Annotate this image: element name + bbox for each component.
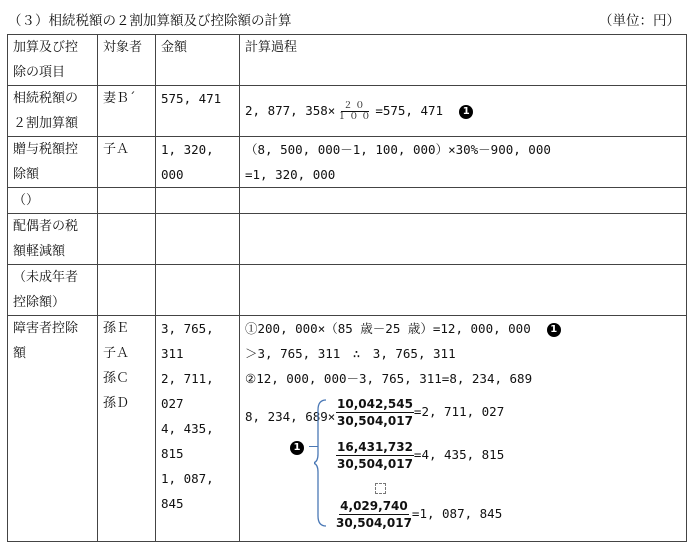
header-amount: 金額 bbox=[156, 35, 240, 86]
fraction-den: 30,504,017 bbox=[337, 414, 413, 428]
fraction bbox=[336, 439, 414, 472]
fraction-den: 30,504,017 bbox=[337, 457, 413, 471]
empty-cell bbox=[98, 265, 156, 316]
section-title: （３）相続税額の２割加算額及び控除額の計算 bbox=[8, 13, 292, 29]
surcharge-frac-den: １００ bbox=[337, 112, 374, 122]
disabled-item-line1: 障害者控除 bbox=[13, 321, 79, 336]
gift-amount: 1, 320, 000 bbox=[156, 137, 240, 188]
minor-item-line2: 控除額） bbox=[13, 295, 66, 310]
spouse-item bbox=[8, 214, 98, 265]
header-person: 対象者 bbox=[98, 35, 156, 86]
surcharge-item bbox=[8, 86, 98, 137]
gift-person: 子Ａ bbox=[98, 137, 156, 188]
surcharge-frac-num: ２０ bbox=[343, 101, 368, 111]
table-header-row bbox=[8, 35, 687, 86]
disabled-item-line2: 額 bbox=[13, 346, 27, 361]
empty-item: （） bbox=[8, 188, 98, 214]
surcharge-calc-left: 2, 877, 358× bbox=[245, 103, 336, 118]
header-item-line1: 加算及び控 bbox=[13, 40, 79, 55]
brace-connector bbox=[309, 446, 318, 447]
disabled-calc-base: 8, 234, 689× bbox=[245, 409, 336, 424]
disabled-amount: 4, 435, 815 bbox=[161, 421, 214, 461]
gift-item-line2: 除額 bbox=[13, 167, 40, 182]
disabled-calc-line3: ②12, 000, 000－3, 765, 311=8, 234, 689 bbox=[245, 371, 533, 386]
header-item bbox=[8, 35, 98, 86]
disabled-persons bbox=[98, 316, 156, 542]
surcharge-calc bbox=[240, 86, 687, 137]
placeholder-box-icon bbox=[375, 483, 386, 494]
empty-cell bbox=[98, 214, 156, 265]
minor-item bbox=[8, 265, 98, 316]
disabled-calc bbox=[240, 316, 687, 542]
unit-label: （単位：円） bbox=[599, 13, 680, 29]
header-item-line2: 除の項目 bbox=[13, 65, 66, 80]
point-mark-icon: 1 bbox=[459, 105, 473, 119]
fraction bbox=[336, 396, 414, 429]
empty-cell bbox=[156, 214, 240, 265]
fraction-row bbox=[336, 396, 504, 429]
empty-cell bbox=[240, 265, 687, 316]
point-mark-icon: 1 bbox=[547, 323, 561, 337]
row-minor bbox=[8, 265, 687, 316]
disabled-amount: 2, 711, 027 bbox=[161, 371, 214, 411]
gift-item-line1: 贈与税額控 bbox=[13, 142, 79, 157]
disabled-person: 孫Ｃ bbox=[103, 371, 130, 386]
fraction-den: 30,504,017 bbox=[336, 516, 412, 530]
gift-calc-line2: =1, 320, 000 bbox=[245, 167, 336, 182]
disabled-person: 孫Ｅ bbox=[103, 321, 130, 336]
gift-calc bbox=[240, 137, 687, 188]
gift-item bbox=[8, 137, 98, 188]
row-spouse bbox=[8, 214, 687, 265]
fraction-num: 4,029,740 bbox=[340, 499, 408, 513]
gift-calc-line1: （8, 500, 000－1, 100, 000）×30%－900, 000 bbox=[245, 142, 551, 157]
empty-cell bbox=[240, 188, 687, 214]
row-surcharge bbox=[8, 86, 687, 137]
surcharge-person: 妻Ｂ´ bbox=[98, 86, 156, 137]
row-gift bbox=[8, 137, 687, 188]
surcharge-item-line1: 相続税額の bbox=[13, 91, 79, 106]
fraction-result: =4, 435, 815 bbox=[413, 447, 505, 462]
calculation-table bbox=[7, 34, 687, 542]
disabled-calc-line1 bbox=[245, 316, 681, 341]
surcharge-amount: 575, 471 bbox=[156, 86, 240, 137]
disabled-amounts bbox=[156, 316, 240, 542]
surcharge-fraction bbox=[337, 101, 373, 122]
fraction-num: 16,431,732 bbox=[337, 440, 413, 454]
spouse-item-line2: 額軽減額 bbox=[13, 244, 66, 259]
empty-cell bbox=[98, 188, 156, 214]
empty-cell bbox=[156, 188, 240, 214]
disabled-person: 孫Ｄ bbox=[103, 396, 130, 411]
surcharge-calc-right: =575, 471 bbox=[375, 103, 444, 118]
row-disabled bbox=[8, 316, 687, 542]
fraction-row bbox=[336, 439, 504, 472]
row-empty bbox=[8, 188, 687, 214]
disabled-item bbox=[8, 316, 98, 542]
disabled-amount: 1, 087, 845 bbox=[161, 471, 214, 511]
fraction-result: =2, 711, 027 bbox=[413, 404, 505, 419]
brace-icon bbox=[314, 398, 330, 528]
empty-cell bbox=[240, 214, 687, 265]
minor-item-line1: （未成年者 bbox=[13, 270, 79, 285]
disabled-calc-line1-text: ①200, 000×（85 歳－25 歳）=12, 000, 000 bbox=[245, 321, 531, 336]
empty-cell bbox=[156, 265, 240, 316]
fraction-num: 10,042,545 bbox=[337, 397, 413, 411]
fraction-row bbox=[336, 498, 502, 531]
fraction bbox=[336, 498, 412, 531]
surcharge-item-line2: ２割加算額 bbox=[13, 116, 79, 131]
fraction-result: =1, 087, 845 bbox=[411, 506, 503, 521]
spouse-item-line1: 配偶者の税 bbox=[13, 219, 79, 234]
disabled-amount: 3, 765, 311 bbox=[161, 321, 214, 361]
disabled-calc-line2: ＞3, 765, 311 ∴ 3, 765, 311 bbox=[245, 346, 456, 361]
header-calc: 計算過程 bbox=[240, 35, 687, 86]
disabled-person: 子Ａ bbox=[103, 346, 130, 361]
point-mark-icon: 1 bbox=[290, 441, 304, 455]
